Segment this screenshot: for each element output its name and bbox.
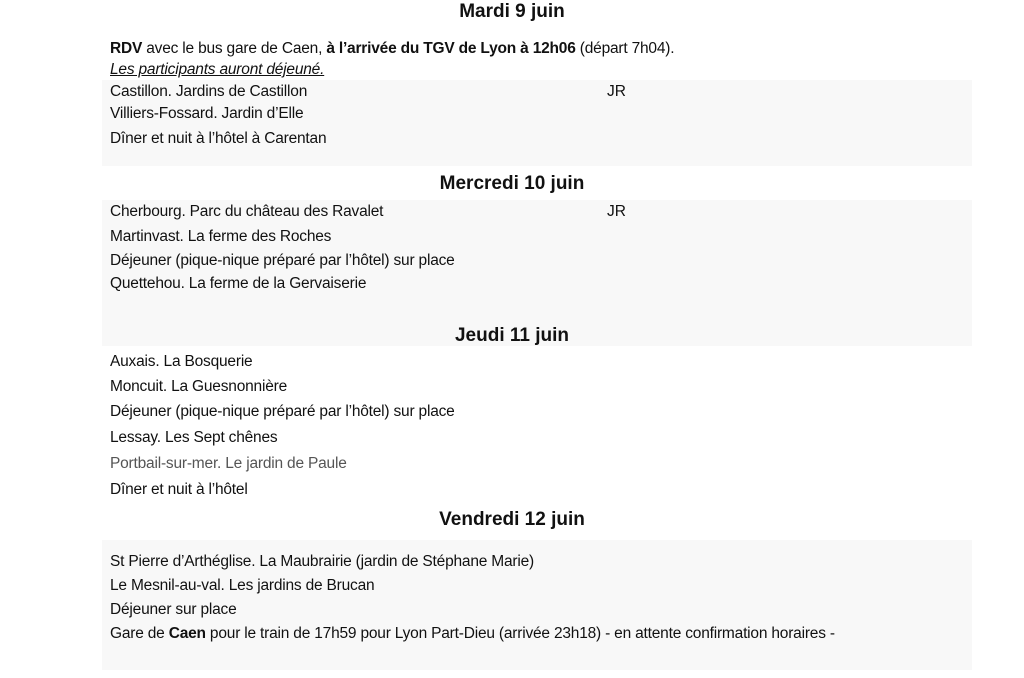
list-item: Auxais. La Bosquerie [110, 353, 253, 370]
guide-initials: JR [607, 203, 626, 220]
list-item: Cherbourg. Parc du château des Ravalet [110, 203, 384, 220]
list-item: Dîner et nuit à l’hôtel à Carentan [110, 130, 327, 147]
list-item: Quettehou. La ferme de la Gervaiserie [110, 275, 367, 292]
list-item: Dîner et nuit à l’hôtel [110, 481, 248, 498]
list-item: Portbail-sur-mer. Le jardin de Paule [110, 455, 347, 472]
list-item: Villiers-Fossard. Jardin d’Elle [110, 105, 304, 122]
list-item: Déjeuner (pique-nique préparé par l’hôtel) sur place [110, 403, 455, 420]
rdv-departure: (départ 7h04). [575, 40, 675, 57]
list-item: Déjeuner (pique-nique préparé par l’hôtel) sur place [110, 252, 455, 269]
note [110, 59, 324, 81]
day-heading: Vendredi 12 juin [439, 509, 585, 530]
day-heading: Mercredi 10 juin [439, 173, 585, 194]
rdv-label: RDV [110, 40, 143, 57]
list-item: Martinvast. La ferme des Roches [110, 228, 332, 245]
list-item: Castillon. Jardins de Castillon [110, 83, 308, 100]
list-item: Moncuit. La Guesnonnière [110, 378, 288, 395]
note-text: Les participants auront déjeuné. [110, 61, 325, 78]
guide-initials: JR [607, 83, 626, 100]
list-item: Lessay. Les Sept chênes [110, 429, 278, 446]
list-item: Le Mesnil-au-val. Les jardins de Brucan [110, 577, 375, 594]
return-details: pour le train de 17h59 pour Lyon Part-Dieu (arrivée 23h18) - en attente confirmation horaires - [205, 625, 835, 642]
list-item: Déjeuner sur place [110, 601, 237, 618]
list-item: St Pierre d’Arthéglise. La Maubrairie (jardin de Stéphane Marie) [110, 553, 535, 570]
return-text: Gare de [110, 625, 169, 642]
rdv-arrival: à l’arrivée du TGV de Lyon à 12h06 [326, 40, 576, 57]
rdv-line [110, 38, 674, 60]
return-line [110, 623, 835, 645]
day-heading: Mardi 9 juin [459, 1, 565, 22]
return-station: Caen [168, 625, 206, 642]
day-heading: Jeudi 11 juin [454, 325, 570, 346]
rdv-text: avec le bus gare de Caen, [142, 40, 327, 57]
